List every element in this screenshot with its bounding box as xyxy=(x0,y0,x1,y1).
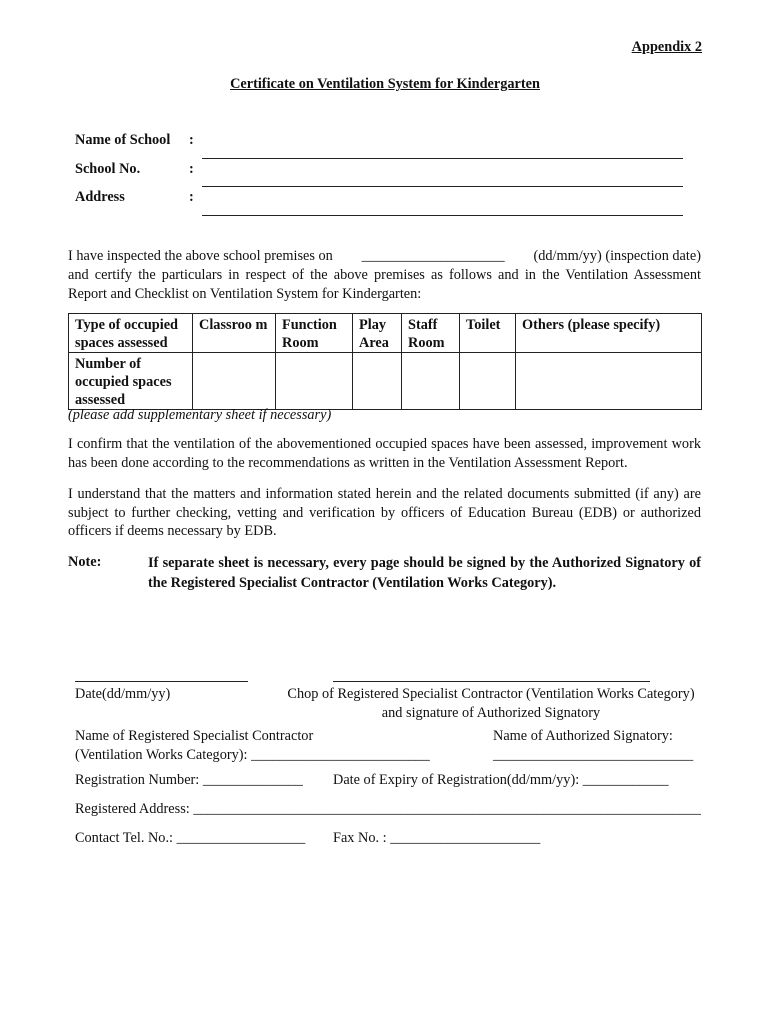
registration-number-field[interactable]: Registration Number: ______________ xyxy=(75,772,303,788)
supplementary-note: (please add supplementary sheet if necessary) xyxy=(68,407,332,423)
confirm-paragraph: I confirm that the ventilation of the abovementioned occupied spaces have been assessed, improvement work has been done according to the recommendations as written in the Ventilation Assessment Report. xyxy=(68,436,701,471)
chop-label-line-1: Chop of Registered Specialist Contractor (Ventilation Works Category) xyxy=(287,686,695,702)
school-number-label: School No. xyxy=(75,161,141,177)
table-cell[interactable] xyxy=(276,353,353,410)
contractor-category-field[interactable]: (Ventilation Works Category): _________________________ xyxy=(75,747,430,763)
signatory-name-field xyxy=(493,727,693,765)
column-header: Classroo m xyxy=(193,314,276,353)
school-number-colon: : xyxy=(189,161,194,177)
inspection-statement: and certify the particulars in respect of the above premises as follows and in the Ventilation Assessment Report and Checklist on Ventilation System for Kindergarten: xyxy=(68,267,701,302)
table-cell[interactable] xyxy=(460,353,516,410)
table-cell[interactable] xyxy=(516,353,702,410)
table-row xyxy=(69,353,702,410)
table-cell[interactable] xyxy=(353,353,402,410)
signatory-name-blank[interactable]: ____________________________ xyxy=(493,747,694,763)
inspection-date-blank[interactable]: ____________________ xyxy=(361,248,505,264)
table-cell[interactable] xyxy=(402,353,460,410)
appendix-label: Appendix 2 xyxy=(631,39,702,55)
column-header: Staff Room xyxy=(402,314,460,353)
column-header: Function Room xyxy=(276,314,353,353)
inspection-line-1 xyxy=(68,247,701,266)
column-header: Play Area xyxy=(353,314,402,353)
note-text: If separate sheet is necessary, every page should be signed by the Authorized Signatory of the Registered Specialist Contractor (Ventilation Works Category). xyxy=(148,555,701,591)
school-name-colon: : xyxy=(189,132,194,148)
expiry-date-field[interactable]: Date of Expiry of Registration(dd/mm/yy): ____________ xyxy=(333,772,669,788)
table-header-row xyxy=(69,314,702,353)
table-cell[interactable] xyxy=(193,353,276,410)
column-header: Others (please specify) xyxy=(516,314,702,353)
type-of-spaces-header: Type of occupied spaces assessed xyxy=(69,314,193,353)
chop-label-line-2: and signature of Authorized Signatory xyxy=(381,705,601,721)
signatory-name-label: Name of Authorized Signatory: xyxy=(493,728,673,744)
inspection-text-end: (dd/mm/yy) (inspection date) xyxy=(533,248,701,264)
chop-signature-line[interactable] xyxy=(333,681,650,682)
understand-paragraph: I understand that the matters and information stated herein and the related documents submitted (if any) are subject to further checking, vetting and verification by officers of Education Bureau (EDB) or authorized officers if deems necessary by EDB. xyxy=(68,486,701,540)
address-label: Address xyxy=(75,189,125,205)
contractor-name-label: Name of Registered Specialist Contractor xyxy=(75,728,314,744)
school-name-line[interactable] xyxy=(202,158,683,159)
column-header: Toilet xyxy=(460,314,516,353)
chop-label xyxy=(273,685,709,723)
school-name-label: Name of School xyxy=(75,132,171,148)
registered-address-field[interactable]: Registered Address: _______________________________________________________________________ xyxy=(75,801,701,817)
fax-field[interactable]: Fax No. : _____________________ xyxy=(333,830,541,846)
address-colon: : xyxy=(189,189,194,205)
note-label: Note: xyxy=(68,554,102,570)
contractor-name-field xyxy=(75,727,430,765)
document-title: Certificate on Ventilation System for Kindergarten xyxy=(230,76,540,92)
occupied-spaces-table xyxy=(68,313,702,410)
school-number-line[interactable] xyxy=(202,186,683,187)
date-signature-line[interactable] xyxy=(75,681,248,682)
number-of-spaces-header: Number of occupied spaces assessed xyxy=(69,353,193,410)
contact-tel-field[interactable]: Contact Tel. No.: __________________ xyxy=(75,830,306,846)
inspection-text-start: I have inspected the above school premises on xyxy=(68,248,333,264)
address-line[interactable] xyxy=(202,215,683,216)
date-label: Date(dd/mm/yy) xyxy=(75,686,171,702)
